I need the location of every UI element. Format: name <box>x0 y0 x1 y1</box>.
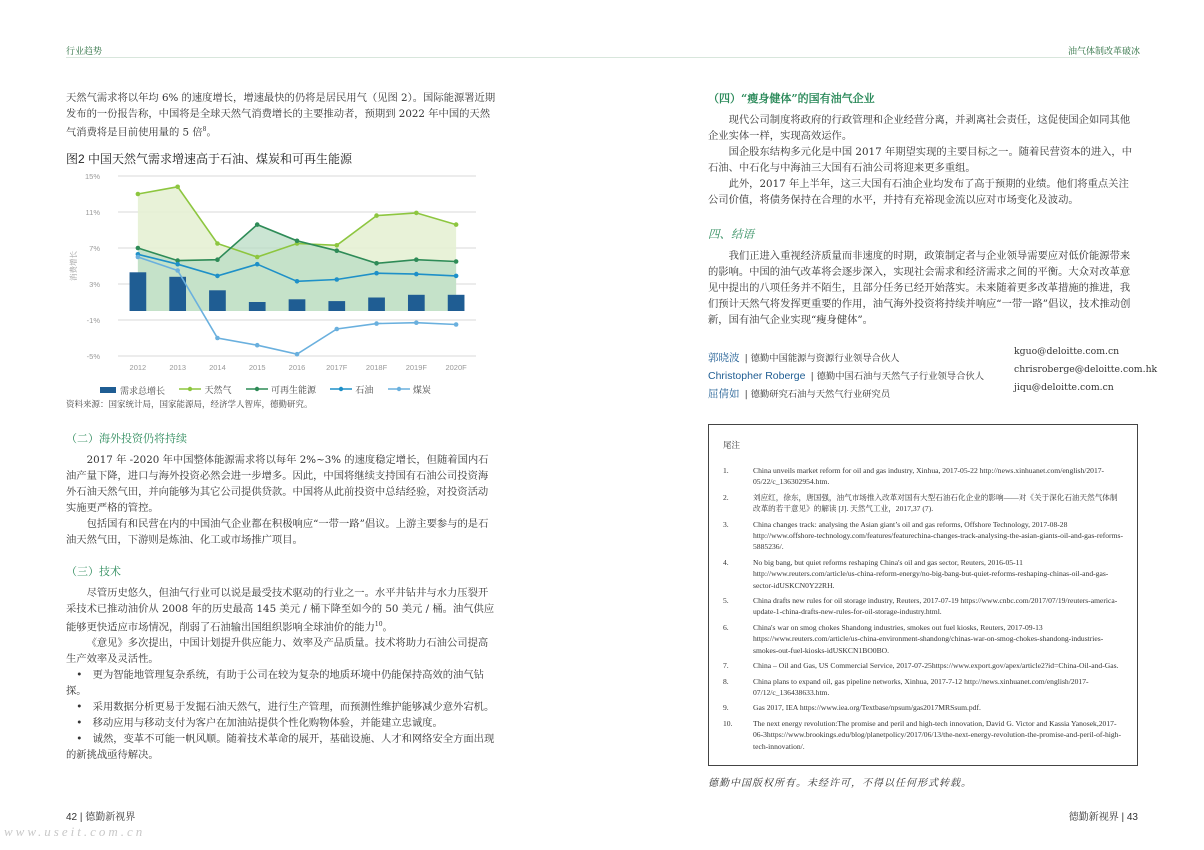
author-name: Christopher Roberge <box>708 370 806 382</box>
endnote-text: 刘应红，徐东，唐国强，油气市场推入改革对国有大型石油石化企业的影响——对《关于深化石油天然气体制改革的若干意见》的解读 [J]. 天然气工业，2017,37 (7). <box>753 492 1118 514</box>
soe-paragraph-1: 现代公司制度将政府的行政管理和企业经营分离，并剥离社会责任，这促使国企如同其他企业实体一样，实现高效运作。 <box>708 114 1131 142</box>
left-column <box>66 90 496 140</box>
series-point <box>414 211 419 216</box>
series-point <box>255 343 260 348</box>
series-point <box>374 271 379 276</box>
series-point <box>215 336 220 341</box>
endnote-number: 7. <box>723 661 729 671</box>
author-row <box>708 346 1138 364</box>
series-point <box>255 222 260 227</box>
author-row <box>708 364 1158 382</box>
copyright-notice: 德勤中国版权所有。未经许可，不得以任何形式转载。 <box>708 778 972 789</box>
section-title-overseas: （二）海外投资仍将持续 <box>66 432 187 445</box>
endnote-item <box>723 492 1123 515</box>
series-point <box>215 257 220 262</box>
series-point <box>255 255 260 260</box>
demand-bar <box>328 301 345 311</box>
x-tick-label: 2013 <box>169 363 187 372</box>
endnote-number: 2. <box>723 492 729 502</box>
endnotes-list <box>723 465 1123 752</box>
endnote-number: 8. <box>723 676 729 686</box>
author-role: | 德勤中国石油与天然气子行业领导合伙人 <box>810 371 984 382</box>
y-tick-label: -1% <box>86 316 100 325</box>
x-tick-label: 2020F <box>445 363 467 372</box>
endnote-text: China – Oil and Gas, US Commercial Service, 2017-07-25https://www.export.gov/apex/article2?id=China-Oil-and-Gas. <box>753 661 1119 671</box>
watermark: www.useit.com.cn <box>4 824 146 839</box>
series-point <box>414 272 419 277</box>
series-point <box>136 246 141 251</box>
legend-bar-swatch <box>100 387 116 393</box>
series-point <box>374 213 379 218</box>
footer-right: 德勤新视界 | 43 <box>1068 812 1138 823</box>
header-right: 油气体制改革破冰 <box>1067 46 1140 56</box>
series-point <box>414 320 419 325</box>
endnote-number: 6. <box>723 622 729 632</box>
series-point <box>295 352 300 357</box>
x-tick-label: 2014 <box>209 363 226 372</box>
y-tick-label: 3% <box>89 280 100 289</box>
series-point <box>374 321 379 326</box>
author-role: | 德勤研究石油与天然气行业研究员 <box>744 389 891 400</box>
intro-paragraph: 天然气需求将以年均 6% 的速度增长，增速最快的仍将是居民用气（见图 2）。国际能源署近期发布的一份报告称，中国将是全球天然气消费增长的主要推动者，预期到 2022 年中国的天然气消费将是目前使用量的 5 倍$^8$。 <box>66 92 496 139</box>
author-email[interactable]: jiqu@deloitte.com.cn <box>1014 382 1114 393</box>
endnote-text: China unveils market reform for oil and gas industry, Xinhua, 2017-05-22 http://news.xinhuanet.com/english/2017-05/22/c_136302954.htm. <box>753 466 1105 487</box>
overseas-paragraph-1: 2017 年 -2020 年中国整体能源需求将以每年 2%~3% 的速度稳定增长，但随着国内石油产量下降，进口与海外投资必然会进一步增多。因此，中国将继续支持国有石油公司投资海外石油天然气田，并向能够为其它公司提供贷款。中国将从此前投资中总结经验，对投资活动实施更严格的管控。 <box>66 454 489 514</box>
series-point <box>454 222 459 227</box>
footer-left: 42 | 德勤新视界 <box>66 812 136 823</box>
series-point <box>215 274 220 279</box>
endnote-number: 1. <box>723 466 729 475</box>
series-point <box>334 327 339 332</box>
endnote-item <box>723 557 1123 591</box>
authors <box>708 346 1158 400</box>
series-point <box>414 257 419 262</box>
endnote-item <box>723 595 1123 618</box>
chart-title: 图2 中国天然气需求增速高于石油、煤炭和可再生能源 <box>66 152 353 166</box>
author-role: | 德勤中国能源与资源行业领导合伙人 <box>744 353 900 364</box>
bullet-item: • 采用数据分析更易于发掘石油天然气，进行生产管理，而预测性维护能够减少意外宕机。 <box>76 701 495 714</box>
technology-bullets <box>66 667 496 763</box>
bullet-item: • 移动应用与移动支付为客户在加油站提供个性化购物体验，并能建立忠诚度。 <box>76 717 443 730</box>
x-tick-label: 2012 <box>129 363 147 372</box>
series-point <box>334 243 339 248</box>
endnote-item <box>723 465 1123 488</box>
header-left: 行业趋势 <box>66 46 103 56</box>
section-conclusion <box>708 226 1138 328</box>
endnote-text: China's war on smog chokes Shandong industries, smokes out fuel kiosks, Reuters, 2017-09-13 https://www.reuters.com/article/us-china-environment-shandong/chinas-war-on-smog-chokes-shandong-industries-smokes-out-fuel-kiosks-idUSKCN1BO0BO. <box>753 622 1104 655</box>
endnote-number: 10. <box>723 718 733 728</box>
author-email[interactable]: chrisroberge@deloitte.com.hk <box>1014 364 1158 375</box>
author-email[interactable]: kguo@deloitte.com.cn <box>1014 346 1120 357</box>
x-tick-label: 2015 <box>248 363 266 372</box>
endnote-text: China changes track: analysing the Asian giant’s oil and gas reforms, Offshore Technology, 2017-08-28 http://www.offshore-technology.com/features/featurechina-changes-track-analysing-the-asian-giants-oil-and-gas-reforms-5885236/. <box>753 519 1123 552</box>
x-tick-label: 2016 <box>288 363 306 372</box>
conclusion-paragraph: 我们正进入重视经济质量而非速度的时期，政策制定者与企业领导需要应对低价能源带来的影响。中国的油气改革将会逐步深入，实现社会需求和经济需求之间的平衡。大众对改革意见中提出的八项任务并不陌生，且部分任务已经开始落实。未来随着更多改革措施的推进，我们预计天然气将发挥更重要的作用，油气海外投资将持续并响应“一带一路”倡议，技术推动创新，国有油气企业实现“瘦身健体”。 <box>708 250 1131 326</box>
section-technology <box>66 563 496 763</box>
endnote-item <box>723 702 1123 713</box>
legend-line-swatch <box>330 385 352 393</box>
legend-gas: 天然气 <box>179 383 231 396</box>
section-title-soe: （四）“瘦身健体”的国有油气企业 <box>708 92 875 105</box>
bullet-item: • 更为智能地管理复杂系统，有助于公司在较为复杂的地质环境中仍能保持高效的油气钻探。 <box>66 669 484 698</box>
author-name: 郭晓波 <box>708 352 740 364</box>
series-point <box>374 261 379 266</box>
endnotes-title: 尾注 <box>723 441 741 451</box>
endnote-text: No big bang, but quiet reforms reshaping China's oil and gas sector, Reuters, 2016-05-11 http://www.reuters.com/article/us-china-reform-energy/no-big-bang-but-quiet-reforms-reshaping-chinas-oil-and-gas-sector-idUSKCN0Y22RH. <box>753 557 1109 590</box>
demand-bar <box>209 290 226 311</box>
series-point <box>175 262 180 267</box>
endnotes-box <box>708 424 1138 766</box>
legend-demand: 需求总增长 <box>100 384 165 397</box>
series-point <box>454 274 459 279</box>
y-tick-label: 11% <box>85 208 100 217</box>
bullet-item: • 诚然，变革不可能一帆风顺。随着技术革命的展开，基础设施、人才和网络安全方面出现的新挑战亟待解决。 <box>66 733 495 762</box>
series-point <box>136 255 141 260</box>
demand-bar <box>368 298 385 312</box>
series-point <box>255 262 260 267</box>
demand-bar <box>249 302 266 311</box>
series-point <box>295 279 300 284</box>
demand-bar <box>289 299 306 311</box>
endnote-item <box>723 660 1123 671</box>
technology-paragraph-1: 尽管历史悠久，但油气行业可以说是最受技术驱动的行业之一。水平井钻井与水力压裂开采技术已推动油价从 2008 年的历史最高 145 美元 / 桶下降至如今的 50 美元 / 桶。油气供应能够更快适应市场情况，削弱了石油输出国组织影响全球油价的能力$^{10}$。 <box>66 587 495 634</box>
soe-paragraph-3: 此外，2017 年上半年，这三大国有石油企业均发布了高于预期的业绩。他们将重点关注公司价值，将债务保持在合理的水平，并持有充裕现金流以应对市场变化及波动。 <box>708 178 1129 206</box>
series-point <box>295 239 300 244</box>
demand-bar <box>130 272 147 311</box>
header-rule <box>66 57 1138 58</box>
endnote-item <box>723 718 1123 752</box>
demand-bar <box>408 295 425 311</box>
series-point <box>175 268 180 273</box>
demand-growth-chart <box>66 168 496 378</box>
endnote-number: 4. <box>723 557 729 567</box>
overseas-paragraph-2: 包括国有和民营在内的中国油气企业都在积极响应“一带一路”倡议。上游主要参与的是石油天然气田，下游则是炼油、化工或市场推广项目。 <box>66 518 489 546</box>
endnote-item <box>723 519 1123 553</box>
legend-renewable: 可再生能源 <box>246 383 316 396</box>
series-point <box>175 185 180 190</box>
endnote-text: China plans to expand oil, gas pipeline networks, Xinhua, 2017-7-12 http://news.xinhuanet.com/english/2017-07/12/c_136438633.htm. <box>753 676 1089 697</box>
series-point <box>454 259 459 264</box>
y-axis-label: 消费增长 <box>69 251 78 281</box>
section-title-technology: （三）技术 <box>66 565 121 578</box>
endnote-item <box>723 622 1123 656</box>
section-soe <box>708 90 1138 208</box>
author-row <box>708 382 1138 400</box>
series-point <box>215 241 220 246</box>
chart-legend <box>100 380 500 398</box>
endnote-text: Gas 2017, IEA https://www.iea.org/Textbase/npsum/gas2017MRSsum.pdf. <box>753 703 981 713</box>
soe-paragraph-2: 国企股东结构多元化是中国 2017 年期望实现的主要目标之一。随着民营资本的进入，中石油、中石化与中海油三大国有石油公司将迎来更多重组。 <box>708 146 1133 174</box>
series-point <box>136 192 141 197</box>
legend-line-swatch <box>246 385 268 393</box>
endnote-text: China drafts new rules for oil storage industry, Reuters, 2017-07-19 https://www.cnbc.com/2017/07/19/reuters-america-update-1-china-drafts-new-rules-for-oil-storage-industry.html. <box>753 596 1118 617</box>
y-tick-label: -5% <box>86 352 100 361</box>
endnote-number: 3. <box>723 519 729 529</box>
endnote-number: 9. <box>723 703 729 713</box>
legend-line-swatch <box>179 385 201 393</box>
x-tick-label: 2017F <box>326 363 348 372</box>
x-tick-label: 2019F <box>405 363 427 372</box>
legend-line-swatch <box>388 385 410 393</box>
section-title-conclusion: 四、结语 <box>708 227 754 241</box>
endnote-number: 5. <box>723 596 729 606</box>
endnote-item <box>723 676 1123 699</box>
technology-paragraph-2: 《意见》多次提出，中国计划提升供应能力、效率及产品质量。技术将助力石油公司提高生产效率及灵活性。 <box>66 637 489 666</box>
series-point <box>334 277 339 282</box>
section-overseas <box>66 430 496 548</box>
series-point <box>334 248 339 253</box>
x-tick-label: 2018F <box>365 363 388 372</box>
endnote-text: The next energy revolution:The promise and peril and high-tech innovation, David G. Victor and Kassia Yanosek,2017-06-3https://www.brookings.edu/blog/planetpolicy/2017/06/13/the-next-energy-revolution-the-promise-and-peril-of-high-tech-innovation/. <box>753 718 1122 751</box>
series-point <box>454 322 459 327</box>
legend-oil: 石油 <box>330 383 373 396</box>
chart-source: 资料来源：国家统计局，国家能源局，经济学人智库，德勤研究。 <box>66 400 313 410</box>
y-tick-label: 7% <box>89 244 100 253</box>
author-name: 屈倩如 <box>708 388 740 400</box>
y-tick-label: 15% <box>84 172 100 181</box>
legend-coal: 煤炭 <box>388 383 431 396</box>
demand-bar <box>448 295 465 311</box>
